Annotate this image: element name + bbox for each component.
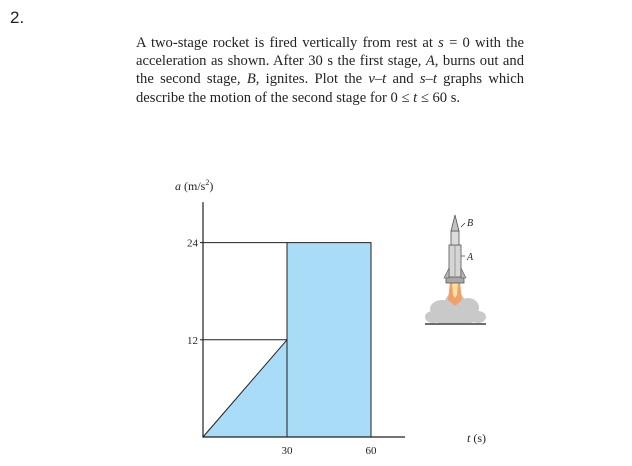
stage-b-label: B [467, 218, 474, 229]
y-tick-label-24: 24 [187, 237, 198, 250]
x-tick-label-60: 60 [365, 445, 377, 457]
left-fin [444, 268, 449, 278]
y-axis-label: a $(m/s^2)$ [175, 178, 214, 193]
problem-number: 2. [10, 8, 25, 27]
x-tick-label-30: 30 [281, 445, 293, 457]
y-tick-label-12: 12 [187, 334, 198, 347]
series-region-1 [203, 340, 287, 437]
series-region-2 [287, 243, 371, 437]
stage-b-body [451, 231, 459, 245]
rocket-illustration [425, 215, 486, 325]
right-fin [461, 268, 466, 278]
stage-a-label: A [467, 252, 474, 263]
acceleration-chart [187, 202, 405, 457]
nose-cone [451, 215, 459, 231]
problem-statement: A two-stage rocket is fired vertically from rest at s = 0 with the acceleration as shown. After 30 s the first stage, A, burns out and the second stage, B, ignites. Plot the v–t and s–t graphs which describe the motion of the second stage for 0 ≤ t ≤ 60 s. [136, 35, 525, 106]
x-axis-label: t (s) [467, 431, 487, 445]
